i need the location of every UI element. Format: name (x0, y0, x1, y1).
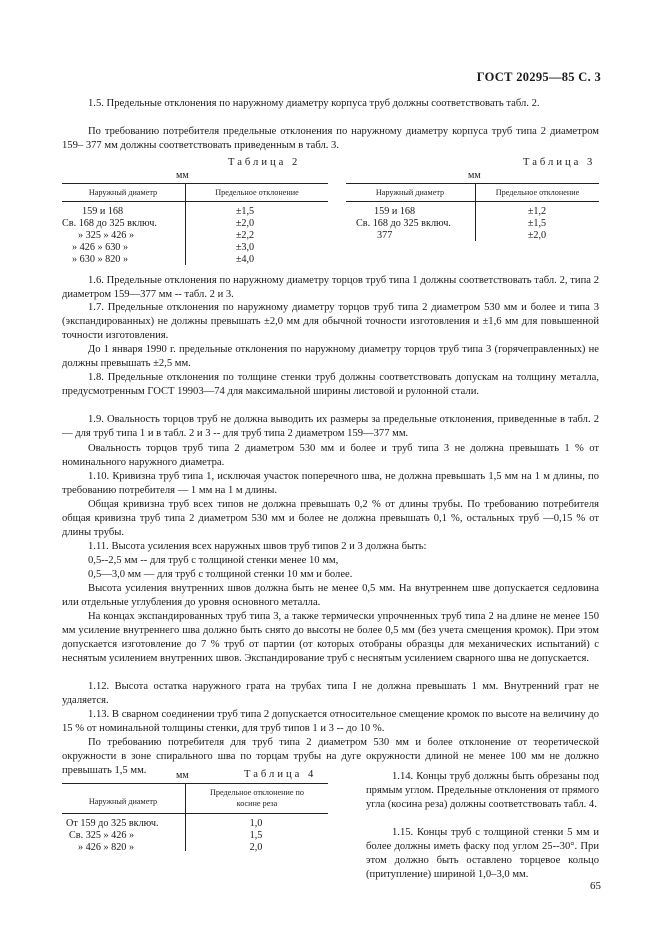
table2-unit: мм (176, 170, 189, 181)
table-row-diameter: Св. 168 до 325 включ. (356, 218, 451, 229)
table3-column-divider (475, 183, 476, 241)
table-row-deviation: ±1,5 (235, 206, 255, 217)
paragraph-1-10: 1.10. Кривизна труб типа 1, исключая участок поперечного шва, не должна превышать 1,5 мм на 1 м длины, по требованию потребителя — 1 мм на 1 м длины. (62, 471, 599, 496)
table-row-deviation: 1,0 (249, 818, 263, 829)
paragraph-spiral-seam: По требованию потребителя для труб типа 2 диаметром 530 мм и более отклонение от теоретической окружности в зоне спирального шва по торцам трубы на дуге окружности длиной не менее 100 мм не должно превышать 1,5 мм. (62, 737, 599, 776)
paragraph-total-curvature: Общая кривизна труб всех типов не должна превышать 0,2 % от длины трубы. По требованию потребителя общая кривизна труб типа 2 диаметром 530 мм и более не должна превышать 0,1 %, остальных труб —0,15 % от длины трубы. (62, 499, 599, 538)
table-row-diameter: » 325 » 426 » (78, 230, 135, 241)
table4-top-rule (62, 783, 328, 784)
table2-top-rule (62, 183, 328, 184)
paragraph-inner-weld: Высота усиления внутренних швов должна быть не менее 0,5 мм. На внутреннем шве допускается седловина или отдельные углубления до уровня основного металла. (62, 583, 599, 608)
table-row-diameter: От 159 до 325 включ. (66, 818, 159, 829)
paragraph-1-5: 1.5. Предельные отклонения по наружному диаметру корпуса труб должны соответствовать табл. 2. (88, 98, 540, 109)
table4-caption: Таблица 4 (244, 769, 317, 780)
table3-caption: Таблица 3 (523, 157, 596, 168)
table-row-deviation: 2,0 (249, 842, 263, 853)
paragraph-1-11: 1.11. Высота усиления всех наружных швов труб типов 2 и 3 должна быть: (88, 541, 427, 552)
table-row-deviation: ±2,0 (235, 218, 255, 229)
table2-header-diameter: Наружный диаметр (88, 188, 158, 197)
table2-caption: Таблица 2 (228, 157, 301, 168)
table4-header-deviation-line2: косине реза (236, 799, 278, 808)
table4-header-rule (62, 813, 328, 814)
table3-header-diameter: Наружный диаметр (375, 188, 445, 197)
table2-header-deviation: Предельное отклонение (215, 188, 299, 197)
table2-column-divider (185, 183, 186, 265)
table4-unit: мм (176, 770, 189, 781)
paragraph-requirement-table3: По требованию потребителя предельные отклонения по наружному диаметру корпуса труб типа 2 диаметром 159– 377 мм должны соответствовать приведенным в табл. 3. (62, 126, 599, 151)
list-item-weld-height-2: 0,5—3,0 мм — для труб с толщиной стенки 10 мм и более. (88, 569, 353, 580)
table-row-deviation: ±2,2 (235, 230, 255, 241)
table3-header-rule (346, 201, 599, 202)
table-row-diameter: » 426 » 820 » (78, 842, 135, 853)
table3-header-deviation: Предельное отклонение (495, 188, 580, 197)
table-row-diameter: » 630 » 820 » (72, 254, 129, 265)
paragraph-ovality: Овальность торцов труб типа 2 диаметром 530 мм и более и труб типа 3 не должна превышать 1 % от номинального наружного диаметра. (62, 443, 599, 468)
paragraph-1-7: 1.7. Предельные отклонения по наружному диаметру торцов труб типа 2 диаметром 530 мм и более и типа 3 (экспандированных) не должны превышать ±2,0 мм для обычной точности изготовления и ±1,6 мм для повышенной точности изготовления. (62, 302, 599, 341)
table-row-diameter: 159 и 168 (374, 206, 416, 217)
table3-unit: мм (468, 170, 481, 181)
table-row-diameter: Св. 325 » 426 » (69, 830, 135, 841)
table4-header-diameter: Наружный диаметр (88, 797, 158, 806)
table-row-deviation: ±1,5 (527, 218, 547, 229)
paragraph-1-13: 1.13. В сварном соединении труб типа 2 допускается относительное смещение кромок по высоте на величину до 15 % от номинальной толщины стенки, для труб типов 1 и 3 -- до 10 %. (62, 709, 599, 734)
table-row-deviation: 1,5 (249, 830, 263, 841)
paragraph-expanded-ends: На концах экспандированных труб типа 3, а также термически упрочненных труб типа 2 на длине не менее 150 мм усиление внутреннего шва должно быть снято до высоты не более 0,5 мм (без учета смещения кромок). При этом допускается изготовление до 7 % труб от партии (от которых отобраны образцы для механических испытаний) с неснятым усилением внутренних швов. Экспандирование труб с неснятым усилением сварного шва не допускается. (62, 611, 599, 664)
paragraph-1-15: 1.15. Концы труб с толщиной стенки 5 мм и более должны иметь фаску под углом 25--30°. При этом должно быть оставлено торцевое кольцо (притупление) шириной 1,0–3,0 мм. (366, 827, 599, 880)
table-row-diameter: 377 (377, 230, 393, 241)
table-row-deviation: ±4,0 (235, 254, 255, 265)
paragraph-1-8: 1.8. Предельные отклонения по толщине стенки труб должны соответствовать допускам на толщину металла, предусмотренным ГОСТ 19903—74 для максимальной ширины листовой и рулонной стали. (62, 372, 599, 397)
table4-header-deviation-line1: Предельное отклонение по (209, 788, 305, 797)
table2-header-rule (62, 201, 328, 202)
table-row-diameter: 159 и 168 (82, 206, 124, 217)
table3-top-rule (346, 183, 599, 184)
table-row-deviation: ±2,0 (527, 230, 547, 241)
paragraph-1-12: 1.12. Высота остатка наружного грата на трубах типа I не должна превышать 1 мм. Внутренний грат не удаляется. (62, 681, 599, 706)
page-header: ГОСТ 20295—85 С. 3 (476, 70, 601, 84)
page-number: 65 (590, 880, 601, 892)
table-row-deviation: ±3,0 (235, 242, 255, 253)
paragraph-1-6: 1.6. Предельные отклонения по наружному диаметру торцов труб типа 1 должны соответствовать табл. 2, типа 2 диаметром 159—377 мм -- табл. 2 и 3. (62, 275, 599, 300)
list-item-weld-height-1: 0,5--2,5 мм -- для труб с толщиной стенки менее 10 мм, (88, 555, 339, 566)
paragraph-before-1990: До 1 января 1990 г. предельные отклонения по наружному диаметру торцов труб типа 3 (горячеправленных) не должны превышать ±2,5 мм. (62, 344, 599, 369)
table-row-diameter: Св. 168 до 325 включ. (62, 218, 157, 229)
table-row-deviation: ±1,2 (527, 206, 547, 217)
paragraph-1-14: 1.14. Концы труб должны быть обрезаны под прямым углом. Предельные отклонения от прямого угла (косина реза) должны соответствовать табл. 4. (366, 771, 599, 810)
table4-column-divider (185, 783, 186, 851)
table-row-diameter: » 426 » 630 » (72, 242, 129, 253)
paragraph-1-9: 1.9. Овальность торцов труб не должна выводить их размеры за предельные отклонения, приведенные в табл. 2 — для труб типа 1 и в табл. 2 и 3 -- для труб типа 2 диаметром 159—377 мм. (62, 414, 599, 439)
